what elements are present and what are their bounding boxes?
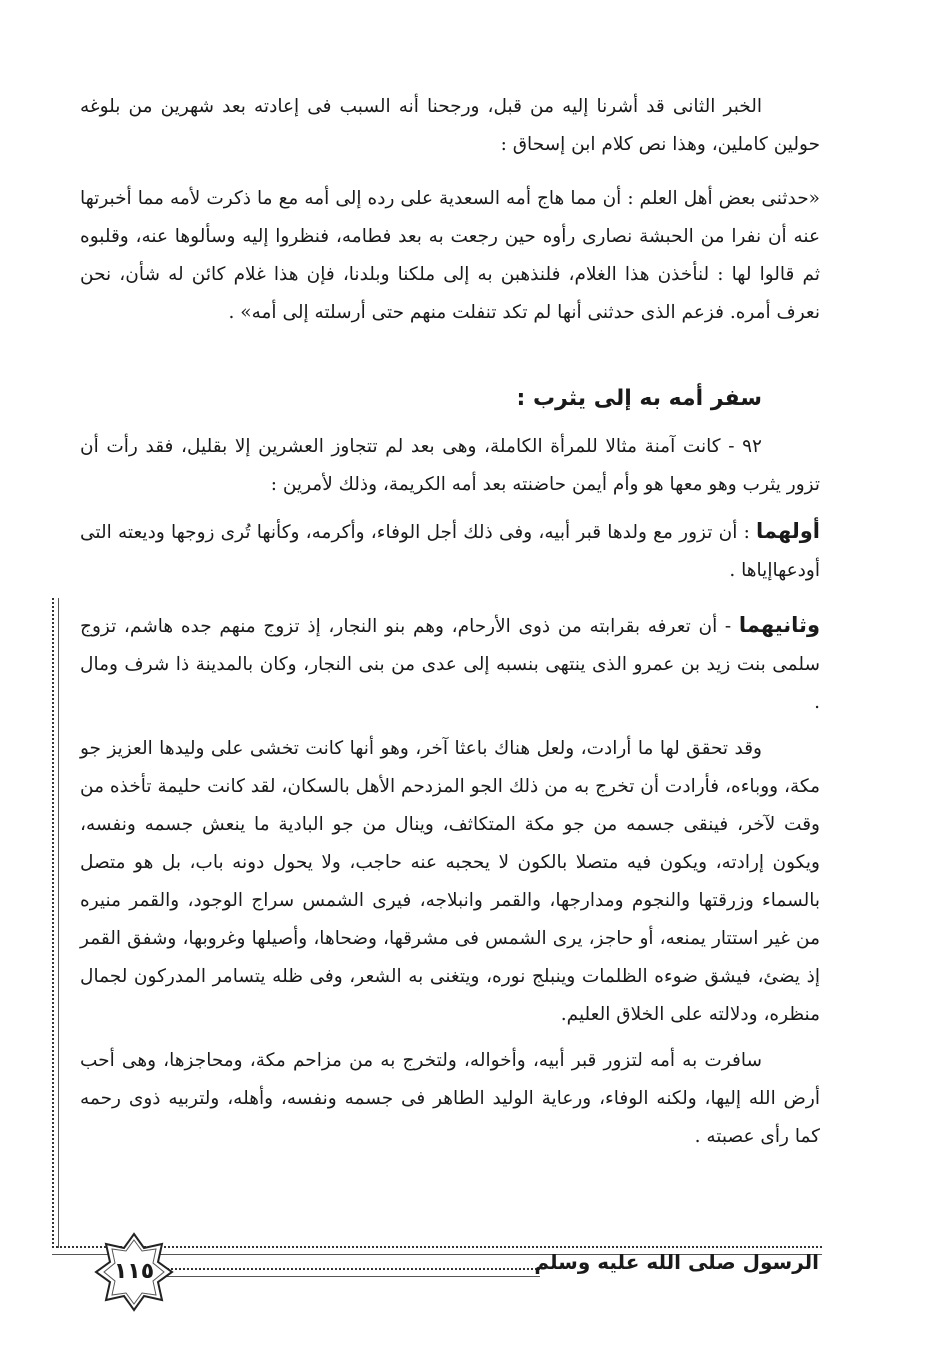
section-heading: سفر أمه به إلى يثرب : xyxy=(516,386,762,411)
decorative-frame-bottom-inner xyxy=(160,1268,540,1277)
paragraph-92: ٩٢ - كانت آمنة مثالا للمرأة الكاملة، وهى بعد لم تتجاوز العشرين إلا بقليل، فقد رأت أن تزور يثرب وهو معها هو وأم أيمن حاضنته بعد أمه الكريمة، وذلك لأمرين : xyxy=(80,436,820,495)
paragraph-reason: وقد تحقق لها ما أرادت، ولعل هناك باعثا آخر، وهو أنها كانت تخشى على وليدها العزيز جو مكة، ووباءه، فأرادت أن تخرج به من ذلك الجو المزدحم الأهل بالسكان، لقد كانت حليمة تأخذه من وقت لآخر، فينقى جسمه من جو مكة المتكاثف، وينال من جو البادية ما ينعش جسمه ونفسه، ويكون إرادته، ويكون فيه متصلا بالكون لا يحجبه عنه حاجب، ولا يحول دونه باب، بل هو متصل بالسماء وزرقتها والنجوم ومدارجها، والقمر وانبلاجه، فيرى الشمس سراج الوجود، والقمر منيره من غير استتار يمنعه، أو حاجز، يرى الشمس فى مشرقها، وضحاها، وأصيلها وغروبها، وشفق القمر إذ يضئ، فيشق ضوءه الظلمات وينبلج نوره، ويتغنى به الشعر، وفى ظله يتسامر المدركون لجمال منظره، ودلالته على الخلاق العليم. xyxy=(80,738,820,1025)
paragraph-second-reason xyxy=(80,606,820,722)
second-reason-text: - أن تعرفه بقرابته من ذوى الأرحام، وهم بنو النجار، إذ تزوج منهم جده هاشم، تزوج سلمى بنت زيد بن عمرو الذى ينتهى بنسبه إلى عدى من بنى النجار، وكان بالمدينة ذا شرف ومال . xyxy=(80,616,820,713)
first-reason-text: : أن تزور مع ولدها قبر أبيه، وفى ذلك أجل الوفاء، وأكرمه، وكأنها تُرى زوجها وديعته التى أودعهاإياها . xyxy=(80,522,820,581)
boxed-section xyxy=(80,606,820,1164)
travel-section xyxy=(80,376,820,598)
decorative-frame-left xyxy=(52,598,59,1248)
quote-section xyxy=(80,180,820,340)
paragraph-first-reason xyxy=(80,512,820,590)
page-number: ١١٥ xyxy=(113,1259,155,1284)
paragraph-quote: «حدثنى بعض أهل العلم : أن مما هاج أمه السعدية على رده إلى أمه مع ما ذكرت لأمه مما أخبرتها عنه أن نفرا من الحبشة نصارى رأوه حين رجعت به بعد فطامه، فنظروا إليه وسألوها عنه، وقلبوه ثم قالوا لها : لنأخذن هذا الغلام، فلنذهبن به إلى ملكنا وبلدنا، فإن هذا غلام كائن له شأن، نحن نعرف أمره. فزعم الذى حدثنى أنها لم تكد تنفلت منهم حتى أرسلته إلى أمه» . xyxy=(80,188,820,323)
second-reason-lead: وثانيهما xyxy=(738,613,820,637)
footer-book-title: الرسول صلى الله عليه وسلم xyxy=(534,1250,819,1274)
first-reason-lead: أولهما xyxy=(756,519,820,543)
intro-section xyxy=(80,88,820,172)
paragraph-travel: سافرت به أمه لتزور قبر أبيه، وأخواله، ولتخرج به من مزاحم مكة، ومحاجزها، وهى أحب أرض الله إليها، ولكنه الوفاء، ورعاية الوليد الطاهر فى جسمه ونفسه، وأهله، ولتربيه ذوى رحمه كما رأى عصبته . xyxy=(80,1050,820,1147)
paragraph-intro: الخبر الثانى قد أشرنا إليه من قبل، ورجحنا أنه السبب فى إعادته بعد شهرين من بلوغه حولين كاملين، وهذا نص كلام ابن إسحاق : xyxy=(80,96,820,155)
